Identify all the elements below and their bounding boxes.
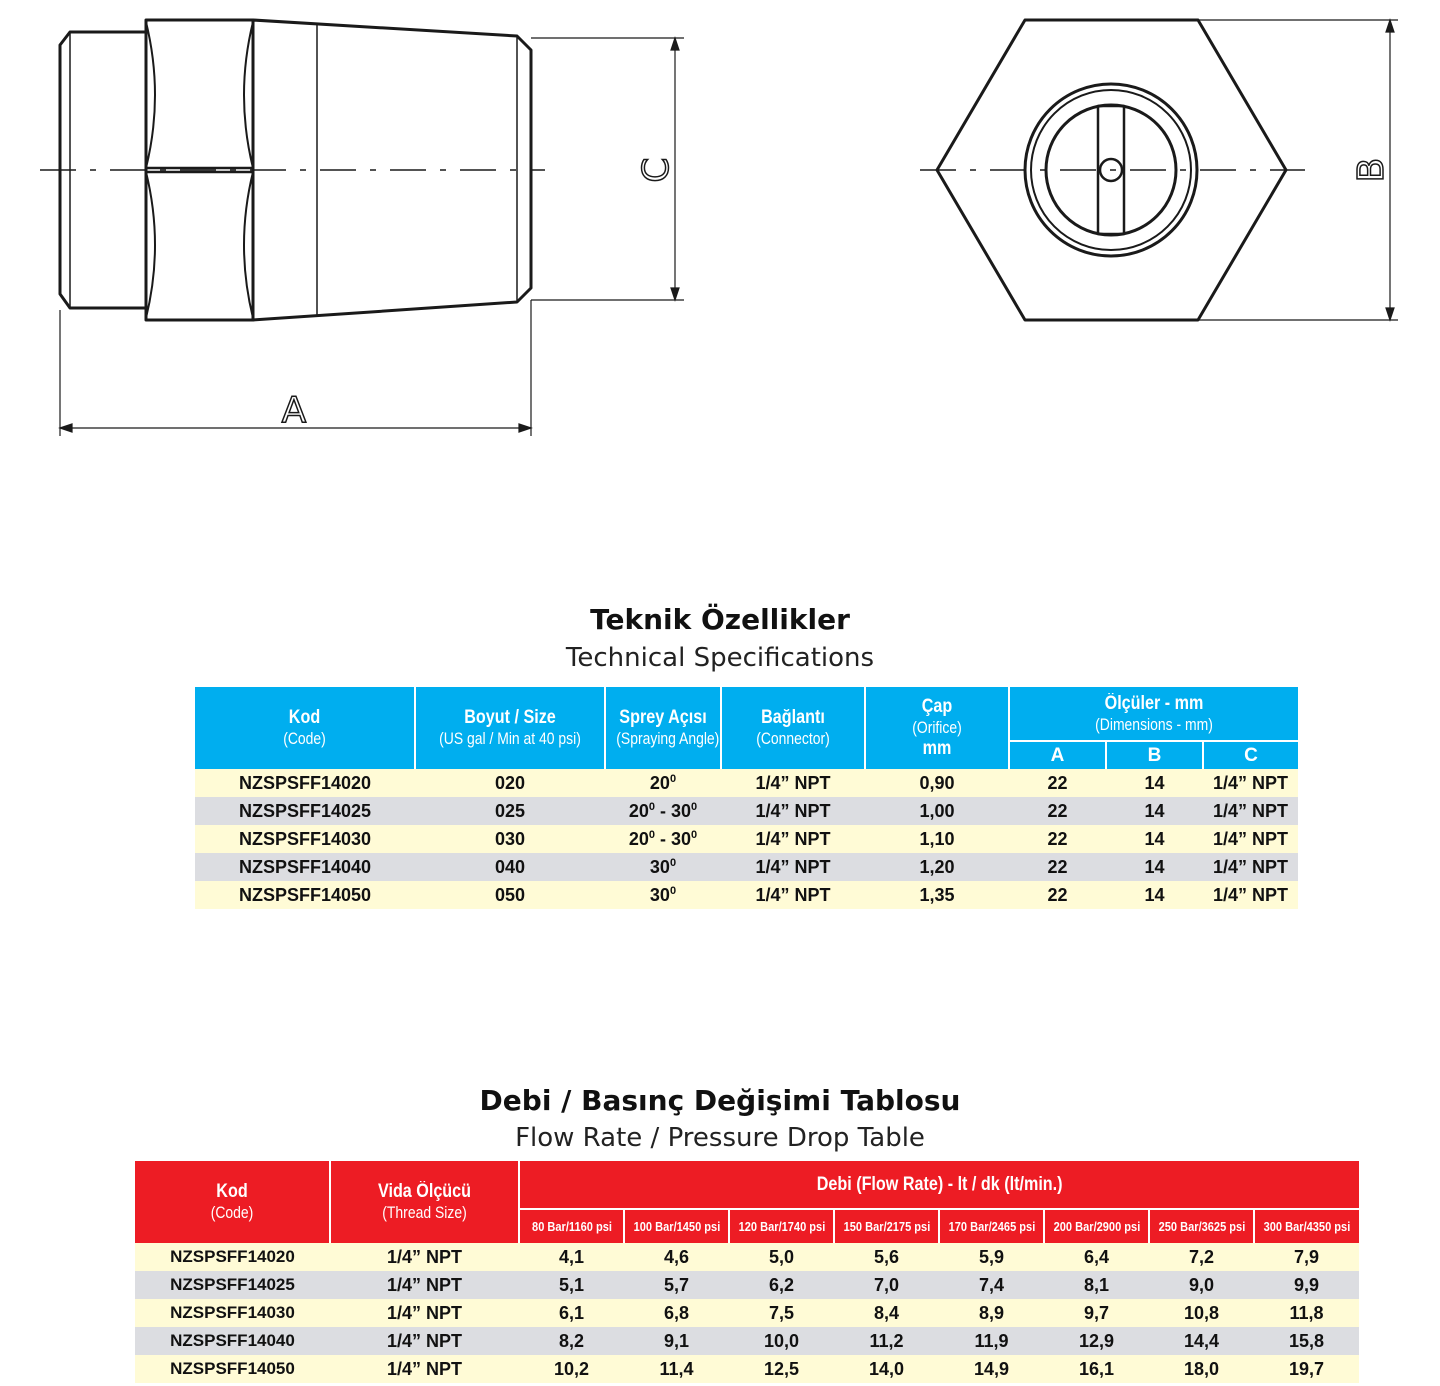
- cell-size: 040: [415, 853, 605, 881]
- cell-size: 050: [415, 881, 605, 909]
- cell-connector: 1/4” NPT: [721, 825, 865, 853]
- cell-dim-a: 22: [1009, 797, 1106, 825]
- cell-flow-value: 7,2: [1149, 1243, 1254, 1271]
- cell-dim-a: 22: [1009, 881, 1106, 909]
- cell-dim-b: 14: [1106, 769, 1203, 797]
- header-c: C: [1203, 741, 1298, 769]
- cell-dim-c: 1/4” NPT: [1203, 853, 1298, 881]
- label-c: C: [636, 157, 677, 183]
- pressure-label: 120 Bar/1740 psi: [738, 1219, 825, 1234]
- cell-code: NZSPSFF14030: [195, 825, 415, 853]
- cell-dim-b: 14: [1106, 797, 1203, 825]
- table-row: [135, 1355, 1359, 1383]
- angle-part: 30: [649, 856, 670, 877]
- angle-part: 0: [648, 800, 655, 813]
- angle-part: 0: [669, 884, 677, 897]
- header-baglanti: Bağlantı (Connector): [721, 687, 865, 769]
- pressure-header: [624, 1209, 729, 1243]
- cell-size: 025: [415, 797, 605, 825]
- cell-flow-value: 4,1: [519, 1243, 624, 1271]
- cell-flow-value: 6,4: [1044, 1243, 1149, 1271]
- cell-dim-b: 14: [1106, 853, 1203, 881]
- cell-flow-value: 8,2: [519, 1327, 624, 1355]
- header-boyut: Boyut / Size (US gal / Min at 40 psi): [415, 687, 605, 769]
- cell-dim-c: 1/4” NPT: [1203, 769, 1298, 797]
- header-debi: Debi (Flow Rate) - lt / dk (lt/min.): [519, 1161, 1359, 1209]
- cell-flow-value: 11,4: [624, 1355, 729, 1383]
- cell-flow-value: 16,1: [1044, 1355, 1149, 1383]
- pressure-header: [1149, 1209, 1254, 1243]
- cell-flow-value: 10,8: [1149, 1299, 1254, 1327]
- cell-thread: 1/4” NPT: [330, 1355, 519, 1383]
- flow-title: Debi / Basınç Değişimi Tablosu: [479, 1084, 961, 1117]
- cell-dim-a: 22: [1009, 825, 1106, 853]
- angle-part: 20: [628, 800, 649, 821]
- cell-flow-value: 12,5: [729, 1355, 834, 1383]
- angle-part: 20: [649, 772, 670, 793]
- cell-code: NZSPSFF14040: [135, 1327, 330, 1355]
- cell-flow-value: 9,7: [1044, 1299, 1149, 1327]
- cell-flow-value: 14,0: [834, 1355, 939, 1383]
- cell-flow-value: 14,9: [939, 1355, 1044, 1383]
- pressure-header: [834, 1209, 939, 1243]
- header-cap: Çap (Orifice) mm: [865, 687, 1009, 769]
- cell-flow-value: 7,4: [939, 1271, 1044, 1299]
- angle-part: 0: [691, 828, 698, 841]
- cell-flow-value: 8,9: [939, 1299, 1044, 1327]
- cell-flow-value: 6,1: [519, 1299, 624, 1327]
- table-row: [135, 1271, 1359, 1299]
- label-b: B: [1351, 157, 1392, 183]
- cell-thread: 1/4” NPT: [330, 1243, 519, 1271]
- table-row: [135, 1299, 1359, 1327]
- cell-flow-value: 10,0: [729, 1327, 834, 1355]
- cell-angle: [605, 853, 721, 881]
- pressure-label: 170 Bar/2465 psi: [948, 1219, 1035, 1234]
- table-row: [135, 1327, 1359, 1355]
- cell-connector: 1/4” NPT: [721, 853, 865, 881]
- cell-angle: [605, 825, 721, 853]
- table-row: [195, 825, 1298, 853]
- cell-dim-a: 22: [1009, 769, 1106, 797]
- cell-flow-value: 5,1: [519, 1271, 624, 1299]
- cell-flow-value: 7,5: [729, 1299, 834, 1327]
- cell-thread: 1/4” NPT: [330, 1271, 519, 1299]
- flow-header-row: [135, 1161, 1359, 1209]
- cell-flow-value: 5,9: [939, 1243, 1044, 1271]
- cell-flow-value: 15,8: [1254, 1327, 1359, 1355]
- cell-flow-value: 11,9: [939, 1327, 1044, 1355]
- cell-code: NZSPSFF14025: [135, 1271, 330, 1299]
- cell-code: NZSPSFF14020: [195, 769, 415, 797]
- pressure-label: 300 Bar/4350 psi: [1263, 1219, 1351, 1234]
- cell-flow-value: 5,6: [834, 1243, 939, 1271]
- cell-orifice: 1,10: [865, 825, 1009, 853]
- cell-flow-value: 7,9: [1254, 1243, 1359, 1271]
- cell-code: NZSPSFF14040: [195, 853, 415, 881]
- cell-flow-value: 9,0: [1149, 1271, 1254, 1299]
- angle-part: - 30: [655, 828, 692, 849]
- cell-size: 030: [415, 825, 605, 853]
- angle-part: 30: [649, 884, 670, 905]
- cell-dim-c: 1/4” NPT: [1203, 825, 1298, 853]
- cell-flow-value: 5,0: [729, 1243, 834, 1271]
- header-kod: Kod (Code): [195, 687, 415, 769]
- cell-flow-value: 8,4: [834, 1299, 939, 1327]
- angle-part: - 30: [655, 800, 692, 821]
- table-row: [135, 1243, 1359, 1271]
- table-row: [195, 881, 1298, 909]
- cell-connector: 1/4” NPT: [721, 797, 865, 825]
- angle-part: 0: [669, 772, 677, 785]
- cell-flow-value: 10,2: [519, 1355, 624, 1383]
- spec-subtitle: Technical Specifications: [565, 643, 875, 673]
- cell-flow-value: 5,7: [624, 1271, 729, 1299]
- header-sprey: Sprey Açısı (Spraying Angle): [605, 687, 721, 769]
- cell-orifice: 1,35: [865, 881, 1009, 909]
- cell-code: NZSPSFF14020: [135, 1243, 330, 1271]
- cell-angle: [605, 881, 721, 909]
- pressure-header: [1044, 1209, 1149, 1243]
- flow-table: [135, 1161, 1359, 1383]
- cell-flow-value: 9,9: [1254, 1271, 1359, 1299]
- cell-angle: [605, 769, 721, 797]
- header-b: B: [1106, 741, 1203, 769]
- cell-orifice: 1,00: [865, 797, 1009, 825]
- cell-flow-value: 11,8: [1254, 1299, 1359, 1327]
- cell-orifice: 1,20: [865, 853, 1009, 881]
- spec-title: Teknik Özellikler: [590, 603, 850, 636]
- spec-header-row: [195, 687, 1298, 741]
- cell-flow-value: 14,4: [1149, 1327, 1254, 1355]
- cell-code: NZSPSFF14025: [195, 797, 415, 825]
- cell-dim-a: 22: [1009, 853, 1106, 881]
- cell-flow-value: 18,0: [1149, 1355, 1254, 1383]
- pressure-label: 250 Bar/3625 psi: [1158, 1219, 1245, 1234]
- pressure-label: 200 Bar/2900 psi: [1053, 1219, 1140, 1234]
- angle-part: 0: [648, 828, 655, 841]
- cell-flow-value: 8,1: [1044, 1271, 1149, 1299]
- table-row: [195, 769, 1298, 797]
- cell-dim-c: 1/4” NPT: [1203, 797, 1298, 825]
- cell-dim-b: 14: [1106, 825, 1203, 853]
- table-row: [195, 797, 1298, 825]
- table-row: [195, 853, 1298, 881]
- cell-code: NZSPSFF14050: [135, 1355, 330, 1383]
- pressure-header: [939, 1209, 1044, 1243]
- pressure-header: [1254, 1209, 1359, 1243]
- cell-dim-b: 14: [1106, 881, 1203, 909]
- angle-part: 0: [669, 856, 677, 869]
- angle-part: 0: [691, 800, 698, 813]
- cell-angle: [605, 797, 721, 825]
- pressure-label: 80 Bar/1160 psi: [531, 1219, 612, 1234]
- technical-drawing: [0, 0, 1440, 470]
- cell-thread: 1/4” NPT: [330, 1299, 519, 1327]
- flow-subtitle: Flow Rate / Pressure Drop Table: [515, 1123, 925, 1153]
- pressure-label: 150 Bar/2175 psi: [843, 1219, 930, 1234]
- cell-code: NZSPSFF14030: [135, 1299, 330, 1327]
- cell-connector: 1/4” NPT: [721, 769, 865, 797]
- cell-flow-value: 19,7: [1254, 1355, 1359, 1383]
- cell-thread: 1/4” NPT: [330, 1327, 519, 1355]
- cell-size: 020: [415, 769, 605, 797]
- cell-connector: 1/4” NPT: [721, 881, 865, 909]
- pressure-label: 100 Bar/1450 psi: [633, 1219, 720, 1234]
- cell-flow-value: 11,2: [834, 1327, 939, 1355]
- cell-flow-value: 6,2: [729, 1271, 834, 1299]
- cell-flow-value: 6,8: [624, 1299, 729, 1327]
- cell-flow-value: 12,9: [1044, 1327, 1149, 1355]
- header-olculer: Ölçüler - mm (Dimensions - mm): [1009, 687, 1298, 741]
- angle-part: 20: [628, 828, 649, 849]
- cell-dim-c: 1/4” NPT: [1203, 881, 1298, 909]
- cell-flow-value: 7,0: [834, 1271, 939, 1299]
- cell-code: NZSPSFF14050: [195, 881, 415, 909]
- header-a: A: [1009, 741, 1106, 769]
- header-vida: Vida Ölçücü (Thread Size): [330, 1161, 519, 1243]
- pressure-header: [729, 1209, 834, 1243]
- cell-flow-value: 9,1: [624, 1327, 729, 1355]
- header-kod: Kod (Code): [135, 1161, 330, 1243]
- spec-table: [195, 687, 1298, 909]
- cell-flow-value: 4,6: [624, 1243, 729, 1271]
- cell-orifice: 0,90: [865, 769, 1009, 797]
- pressure-header: [519, 1209, 624, 1243]
- label-a: A: [281, 390, 307, 431]
